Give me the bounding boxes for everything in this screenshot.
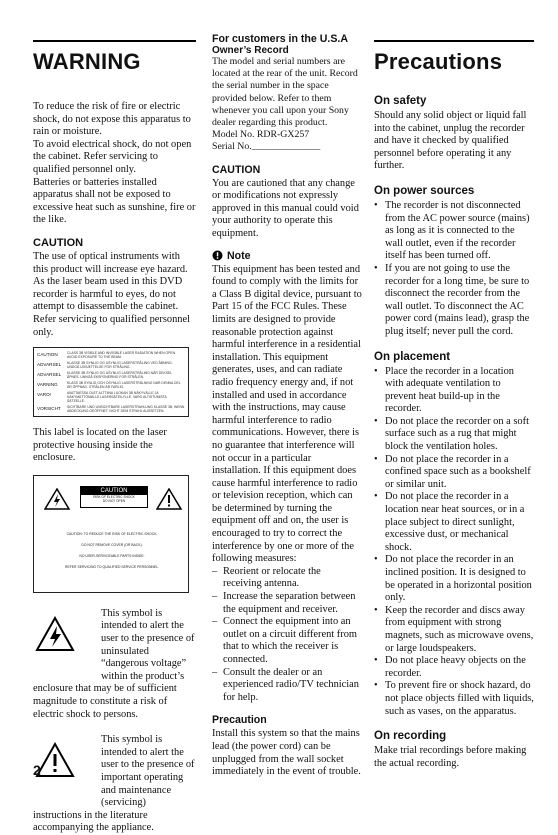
list-item: • Do not place the recorder on a soft surface such as a rug that might block the ventilation holes.: [374, 416, 534, 454]
precautions-title: Precautions: [374, 49, 503, 74]
list-item: – Reorient or relocate the receiving antenna.: [212, 566, 362, 591]
safety-text: Should any solid object or liquid fall into the cabinet, unplug the recorder and have it checked by qualified personnel before operating it any further.: [374, 110, 527, 172]
symbol2-lead-text: This symbol is intended to alert the user to the presence of important operating and maintenance (servicing): [101, 734, 195, 809]
laser-label-text: AVATTAESSA OLET ALTTIINA LUOKAN 3B NÄKYVÄLLE JA NÄKYMÄTTÖMÄLLE LASERSÄTEILYLLE. VARO ALTISTUMISTA SÄTEELLE.: [67, 391, 167, 404]
laser-label-row: [37, 405, 185, 413]
symbol1-lead-text: This symbol is intended to alert the user to the presence of uninsulated “dangerous voltage” within the product’s: [101, 607, 195, 682]
lightning-triangle-icon: [44, 488, 70, 510]
laser-label-text: KLASSE 3B SYNLIG OG USYNLIG LASERSTRÅLING VED ÅBNING. UNDGÅ UDSÆTTELSE FOR STRÅLING.: [67, 361, 173, 370]
laser-label-row: [37, 361, 185, 369]
list-item: • Place the recorder in a location with adequate ventilation to prevent heat build-up in the recorder.: [374, 366, 534, 416]
usa-caution-text: You are cautioned that any change or modifications not expressly approved in this manual could void your authority to operate this equipment.: [212, 177, 359, 239]
note-heading-row: [212, 250, 362, 262]
usa-caution-heading: CAUTION: [212, 163, 261, 176]
note-icon: [212, 250, 223, 261]
placement-list: [374, 366, 534, 719]
list-item: – Connect the equipment into an outlet on a circuit different from that to which the receiver is connected.: [212, 616, 362, 666]
list-item: – Consult the dealer or an experienced radio/TV technician for help.: [212, 667, 362, 705]
important-instructions-symbol-section: [33, 734, 196, 835]
laser-label-lang: ADVARSEL: [37, 372, 62, 378]
laser-label-row: [37, 371, 185, 379]
placement-heading: On placement: [374, 350, 451, 363]
electric-shock-caution-label: [33, 475, 189, 593]
owners-record-text: The model and serial numbers are located at the rear of the unit. Record the serial number in the space provided below. Refer to them whenever you call upon your Sony dealer regarding this product.: [212, 56, 358, 129]
laser-label-lang: VORSICHT: [37, 406, 61, 412]
usa-heading: For customers in the U.S.A: [212, 33, 348, 45]
caution-box-line-1: CAUTION: TO REDUCE THE RISK OF ELECTRIC SHOCK,: [66, 531, 158, 536]
list-item: – Increase the separation between the equipment and receiver.: [212, 591, 362, 616]
laser-label-text: KLASS 3B SYNLIG OCH OSYNLIG LASERSTRÅLNING NÄR DENNA DEL ÄR ÖPPNAD. STRÅLEN ÄR FARLIG.: [67, 381, 181, 390]
list-item: • Do not place heavy objects on the recorder.: [374, 655, 534, 680]
laser-label-lang: ADVARSEL: [37, 362, 62, 368]
laser-label-row: [37, 381, 185, 389]
symbol2-tail-text: instructions in the literature accompanying the appliance.: [33, 809, 154, 834]
list-item: • Do not place the recorder in an inclined position. It is designed to be operated in a horizontal position only.: [374, 554, 534, 604]
caution-box-line-2: DO NOT REMOVE COVER (OR BACK).: [81, 542, 143, 547]
list-item: • Keep the recorder and discs away from equipment with strong magnets, such as microwave ovens, or large loudspeakers.: [374, 605, 534, 655]
warning-paragraph-2: To avoid electrical shock, do not open the cabinet. Refer servicing to qualified personnel only.: [33, 138, 192, 175]
list-item: • The recorder is not disconnected from the AC power source (mains) as long as it is connected to the wall outlet, even if the recorder itself has been turned off.: [374, 200, 534, 263]
list-item: • If you are not going to use the recorder for a long time, be sure to disconnect the recorder from the wall outlet. To disconnect the AC power cord (mains lead), grasp the plug itself; never pull the cord.: [374, 263, 534, 339]
owners-record-heading: Owner’s Record: [212, 45, 289, 56]
precaution-heading: Precaution: [212, 714, 267, 727]
caution-banner-sub1: RISK OF ELECTRIC SHOCK: [93, 494, 135, 499]
recording-heading: On recording: [374, 730, 447, 743]
caution-heading: CAUTION: [33, 236, 84, 249]
caution-banner: [80, 486, 148, 508]
list-item: • Do not place the recorder in a location near heat sources, or in a place subject to direct sunlight, excessive dust, or mechanical shock.: [374, 491, 534, 554]
serial-number: Serial No.______________: [212, 141, 321, 153]
precaution-text: Install this system so that the mains lead (the power cord) can be unplugged from the wall socket immediately in the event of trouble.: [212, 728, 361, 778]
lightning-triangle-icon: [35, 616, 75, 652]
warning-paragraph-3: Batteries or batteries installed apparatus shall not be exposed to excessive heat such as sunshine, fire or the like.: [33, 176, 196, 226]
exclamation-triangle-icon: [35, 742, 75, 778]
caution-box-line-3: NO USER-SERVICEABLE PARTS INSIDE.: [79, 553, 145, 558]
laser-label-text: KLASSE 3B SYNLIG OG USYNLIG LASERSTRÅLING NÅR DEKSEL ÅPNES. UNNGÅ EKSPONERING FOR STRÅLEN.: [67, 371, 173, 380]
recording-text: Make trial recordings before making the actual recording.: [374, 745, 527, 769]
power-sources-list: [374, 200, 534, 339]
warning-paragraph-1: To reduce the risk of fire or electric shock, do not expose this apparatus to rain or moisture.: [33, 101, 191, 138]
laser-label-lang: CAUTION: [37, 352, 58, 358]
laser-label-lang: VARO!: [37, 392, 51, 398]
symbol1-tail-text: enclosure that may be of sufficient magnitude to constitute a risk of electric shock to persons.: [33, 683, 177, 720]
exclamation-triangle-icon: [156, 488, 182, 510]
interference-measures-list: [212, 566, 362, 705]
laser-label-row: [37, 351, 185, 359]
dangerous-voltage-symbol-section: [33, 608, 196, 721]
note-text: This equipment has been tested and found to comply with the limits for a Class B digital device, pursuant to Part 15 of the FCC Rules. These limits are designed to provide reasonable protection against harmful interference in a residential installation. This equipment generates, uses, and can radiate radio frequency energy and, if not installed and used in accordance with the instructions, may cause harmful interference to radio communications. However, there is no guarantee that interference will not occur in a particular installation. If this equipment does cause harmful interference to radio or television reception, which can be determined by turning the equipment off and on, the user is encouraged to try to correct the interference by one or more of the following measures:: [212, 263, 362, 565]
caution-box-line-4: REFER SERVICING TO QUALIFIED SERVICE PERSONNEL.: [65, 564, 159, 569]
list-item: • To prevent fire or shock hazard, do not place objects filled with liquids, such as vases, on the apparatus.: [374, 680, 534, 718]
warning-column: [33, 40, 196, 835]
caution-banner-sub2: DO NOT OPEN: [102, 498, 126, 503]
power-sources-heading: On power sources: [374, 184, 475, 197]
laser-label-lang: VARNING: [37, 382, 58, 388]
page-number: 2: [33, 762, 41, 778]
warning-title: WARNING: [33, 49, 141, 74]
label-location-text: This label is located on the laser protective housing inside the enclosure.: [33, 427, 167, 464]
list-item: • Do not place the recorder in a confined space such as a bookshelf or similar unit.: [374, 454, 534, 492]
model-number: Model No. RDR-GX257: [212, 129, 310, 141]
caution-banner-title: CAUTION: [81, 487, 147, 495]
precautions-column: [374, 40, 534, 770]
usa-column: [212, 33, 362, 779]
laser-label-text: SICHTBARE UND UNSICHTBARE LASERSTRAHLUNG KLASSE 3B, WENN ABDECKUNG GEÖFFNET. NICHT DEM STRAHL AUSSETZEN.: [67, 405, 185, 414]
note-heading: Note: [227, 249, 251, 262]
laser-label-text: CLASS 3B VISIBLE AND INVISIBLE LASER RADIATION WHEN OPEN. AVOID EXPOSURE TO THE BEAM.: [67, 351, 177, 360]
laser-label-row: [37, 391, 185, 403]
laser-label: [33, 347, 189, 417]
caution-text: The use of optical instruments with this product will increase eye hazard. As the laser beam used in this DVD recorder is harmful to eyes, do not attempt to disassemble the cabinet. Refer servicing to qualified personnel only.: [33, 250, 190, 338]
safety-heading: On safety: [374, 95, 427, 107]
